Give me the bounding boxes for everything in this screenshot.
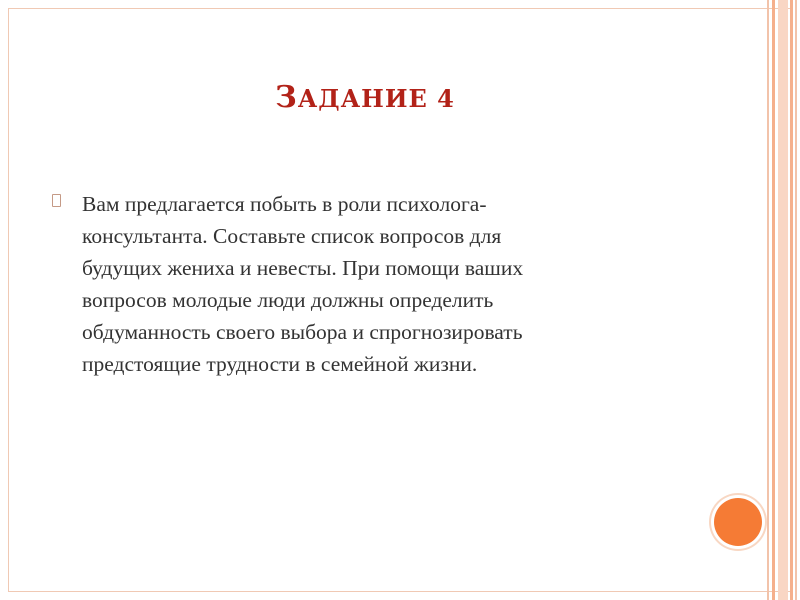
decorative-stripe — [772, 0, 775, 600]
hollow-rectangle-bullet-icon — [52, 194, 61, 207]
orange-circle-icon — [714, 498, 762, 546]
decorative-stripe — [767, 0, 769, 600]
slide-title-rest: АДАНИЕ 4 — [297, 84, 455, 113]
slide-title-initial: З — [275, 80, 298, 115]
bullet-item — [52, 188, 652, 380]
decorative-stripe — [795, 0, 797, 600]
bullet-text: Вам предлагается побыть в роли психолога- консультанта. Составьте список вопросов для будущих жениха и невесты. При помощи ваших вопросов молодые люди должны определить обдуманность своего выбора и спрогнозировать предстоящие трудности в семейной жизни. — [82, 192, 524, 376]
bullet-list — [52, 188, 652, 380]
slide-title — [0, 80, 730, 115]
decorative-stripe — [790, 0, 793, 600]
decorative-stripe — [778, 0, 788, 600]
